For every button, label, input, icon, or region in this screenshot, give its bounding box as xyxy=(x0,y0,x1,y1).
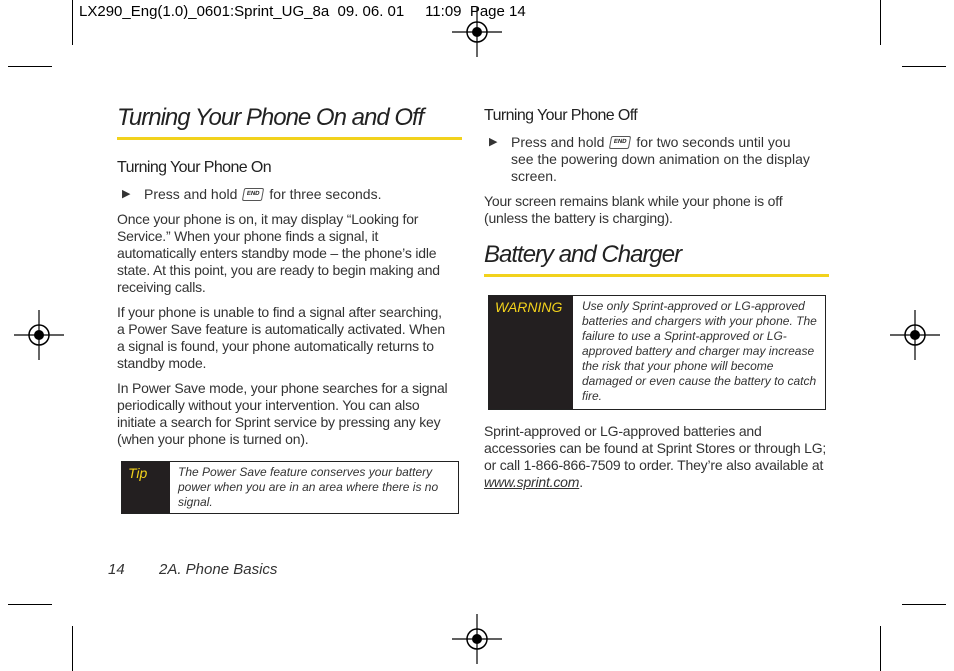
section-name: 2A. Phone Basics xyxy=(159,561,278,578)
title-underline xyxy=(484,274,829,277)
tip-text: The Power Save feature conserves your battery power when you are in an area where there is no signal. xyxy=(178,465,439,509)
instruction-bullet-turn-on xyxy=(122,186,462,204)
instruction-text: for three seconds. xyxy=(269,186,382,202)
sprint-website-link[interactable]: www.sprint.com xyxy=(484,474,580,490)
crop-mark-bottom-left-horizontal xyxy=(8,604,52,605)
body-paragraph: Once your phone is on, it may display “Looking for Service.” When your phone finds a signal, it automatically enters standby mode – the phone’s idle state. At this point, you are ready to begin making and receiving calls. xyxy=(117,211,440,295)
closing-period: . xyxy=(579,474,583,490)
instruction-bullet-turn-off xyxy=(489,134,819,188)
print-slug: LX290_Eng(1.0)_0601:Sprint_UG_8a 09. 06. 01 11:09 Page 14 xyxy=(79,3,526,20)
registration-mark-icon xyxy=(890,310,940,360)
registration-mark-icon xyxy=(452,614,502,664)
crop-mark-top-left-horizontal xyxy=(8,66,52,67)
body-paragraph: In Power Save mode, your phone searches for a signal periodically without your intervention. You can also initiate a search for Sprint service by pressing any key (when your phone is turned on). xyxy=(117,380,448,447)
instruction-text: for two seconds until you see the powering down animation on the display screen. xyxy=(511,134,810,184)
warning-box xyxy=(488,295,826,410)
crop-mark-bottom-right-horizontal xyxy=(902,604,946,605)
warning-text: Use only Sprint-approved or LG-approved batteries and chargers with your phone. The failure to use a Sprint-approved or LG-approved battery and charger may increase the risk that your phone will become damaged or even cause the battery to catch fire. xyxy=(582,299,817,403)
page-title: Turning Your Phone On and Off xyxy=(117,104,424,131)
crop-mark-bottom-right-vertical xyxy=(880,626,881,671)
instruction-text: Press and hold xyxy=(144,186,238,202)
instruction-text: Press and hold xyxy=(511,134,605,150)
body-paragraph: Your screen remains blank while your phone is off (unless the battery is charging). xyxy=(484,193,783,226)
page-number: 14 xyxy=(108,561,125,578)
body-paragraph: If your phone is unable to find a signal after searching, a Power Save feature is automatically activated. When a signal is found, your phone automatically returns to standby mode. xyxy=(117,304,445,371)
bullet-triangle-icon: ▶ xyxy=(489,136,498,148)
crop-mark-top-right-vertical xyxy=(880,0,881,45)
section-heading-turn-on: Turning Your Phone On xyxy=(117,159,272,176)
tip-label: Tip xyxy=(122,462,170,513)
end-key-icon: END xyxy=(242,188,264,201)
crop-mark-top-left-vertical xyxy=(72,0,73,45)
bullet-triangle-icon: ▶ xyxy=(122,188,131,200)
crop-mark-top-right-horizontal xyxy=(902,66,946,67)
crop-mark-bottom-left-vertical xyxy=(72,626,73,671)
section-title-battery: Battery and Charger xyxy=(484,241,682,268)
tip-box xyxy=(121,461,459,514)
title-underline xyxy=(117,137,462,140)
section-heading-turn-off: Turning Your Phone Off xyxy=(484,107,638,124)
body-paragraph-accessories xyxy=(484,423,834,491)
accessories-text: Sprint-approved or LG-approved batteries and accessories can be found at Sprint Stores or through LG; or call 1-866-866-7509 to order. They’re also available at xyxy=(484,423,827,473)
warning-label: WARNING xyxy=(489,296,573,409)
registration-mark-icon xyxy=(14,310,64,360)
end-key-icon: END xyxy=(609,136,631,149)
